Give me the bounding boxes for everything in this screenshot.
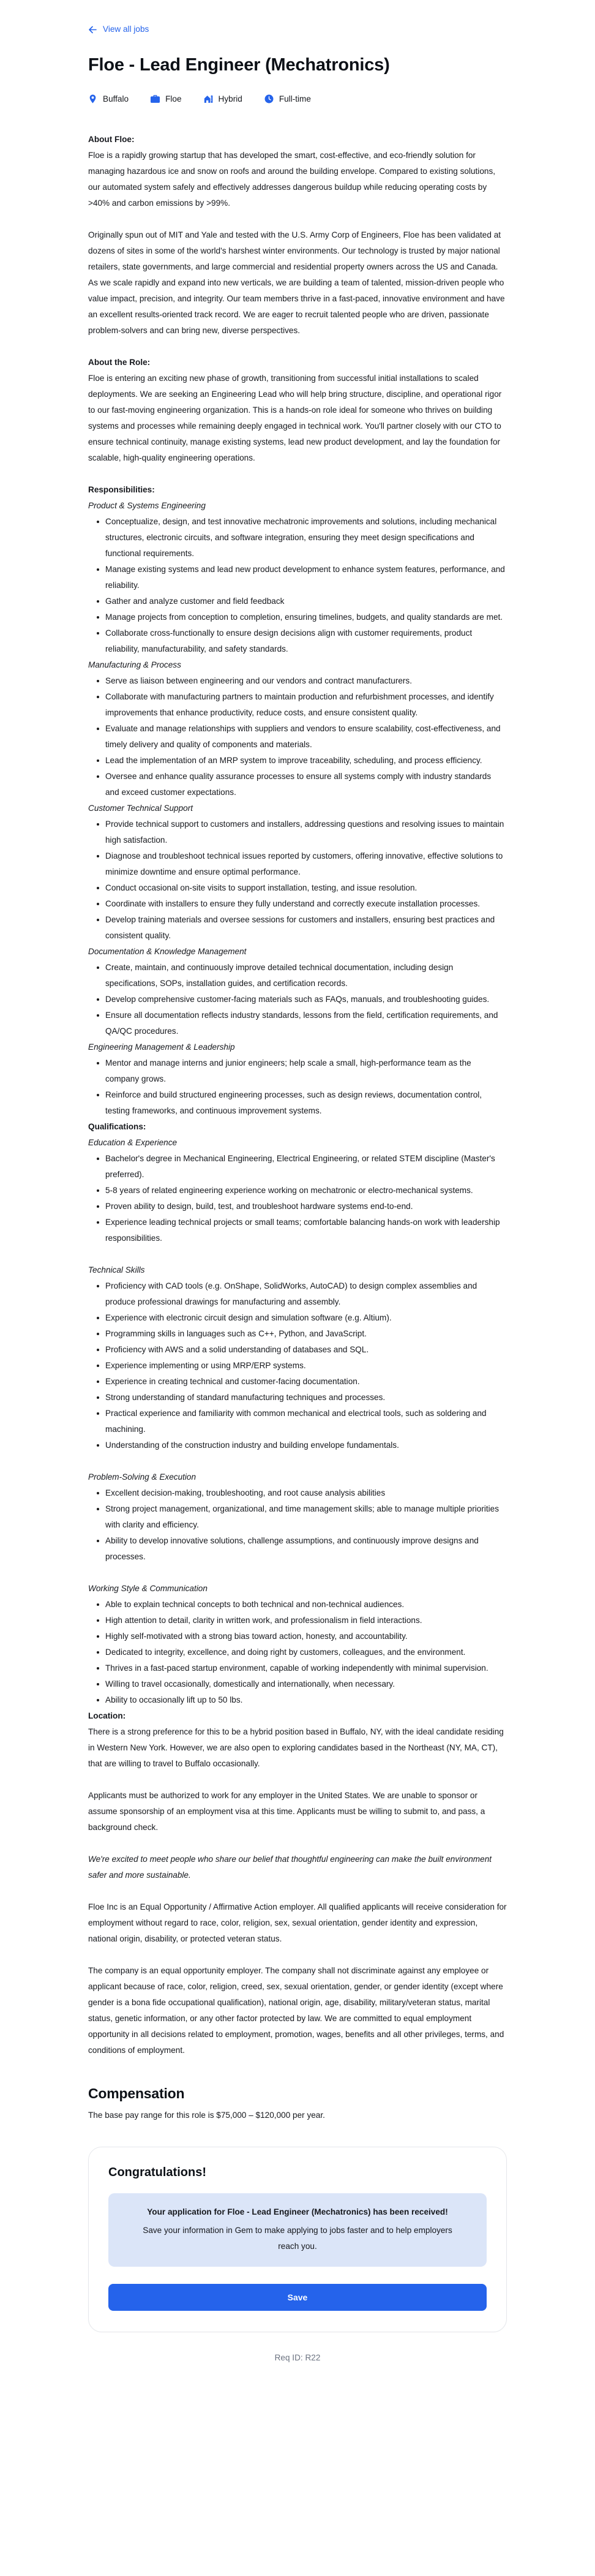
bullet-list xyxy=(88,1055,507,1119)
badge-label: Buffalo xyxy=(103,94,129,104)
bullet-item: Practical experience and familiarity with common mechanical and electrical tools, such as soldering and machining. xyxy=(95,1406,507,1437)
bullet-item: Conceptualize, design, and test innovative mechatronic improvements and solutions, including mechanical structures, electronic circuits, and software integration, ensuring they meet design specifications and functional requirements. xyxy=(95,514,507,562)
subsection-heading: Product & Systems Engineering xyxy=(88,500,206,510)
job-badge-full-time xyxy=(264,94,311,104)
bullet-item: Lead the implementation of an MRP system to improve traceability, scheduling, and process efficiency. xyxy=(95,753,507,769)
bullet-item: Excellent decision-making, troubleshooting, and root cause analysis abilities xyxy=(95,1485,507,1501)
bullet-item: Oversee and enhance quality assurance processes to ensure all systems comply with industry standards and exceed customer expectations. xyxy=(95,769,507,800)
spacer xyxy=(88,1246,507,1262)
paragraph: Originally spun out of MIT and Yale and tested with the U.S. Army Corp of Engineers, Floe has been validated at dozens of sites in some of the world's harshest winter environments. Our technology is trusted by major national retailers, state governments, and large commercial and residential property owners across the US and Canada. xyxy=(88,230,501,271)
job-badge-buffalo xyxy=(88,94,129,104)
location-pin-icon xyxy=(88,94,97,104)
req-id: Req ID: R22 xyxy=(274,2352,321,2362)
bullet-list xyxy=(88,673,507,800)
section-heading: Responsibilities: xyxy=(88,484,155,494)
bullet-item: Highly self-motivated with a strong bias toward action, honesty, and accountability. xyxy=(95,1629,507,1644)
bullet-item: Provide technical support to customers and installers, addressing questions and resolving issues to maintain high satisfaction. xyxy=(95,816,507,848)
paragraph: We're excited to meet people who share our belief that thoughtful engineering can make the built environment safer and more sustainable. xyxy=(88,1854,492,1880)
compensation-heading: Compensation xyxy=(88,2085,185,2101)
bullet-item: Dedicated to integrity, excellence, and doing right by customers, colleagues, and the environment. xyxy=(95,1644,507,1660)
bullet-item: Able to explain technical concepts to both technical and non-technical audiences. xyxy=(95,1597,507,1613)
paragraph: Floe is a rapidly growing startup that has developed the smart, cost-effective, and eco-friendly solution for managing hazardous ice and snow on roofs and around the building envelope. Compared to existing solutions, our automated system safely and effectively addresses dangerous buildup while reducing operating costs by >40% and carbon emissions by >99%. xyxy=(88,150,496,208)
spacer xyxy=(88,1947,507,1963)
badge-label: Hybrid xyxy=(218,94,242,104)
subsection-heading: Documentation & Knowledge Management xyxy=(88,946,247,956)
bullet-item: Diagnose and troubleshoot technical issues reported by customers, offering innovative, effective solutions to minimize downtime and ensure optimal performance. xyxy=(95,848,507,880)
save-button[interactable]: Save xyxy=(108,2284,487,2311)
section-heading: Location: xyxy=(88,1711,126,1720)
arrow-left-icon xyxy=(88,25,97,34)
bullet-item: Experience leading technical projects or small teams; comfortable balancing hands-on work with leadership responsibilities. xyxy=(95,1215,507,1246)
bullet-item: Programming skills in languages such as C++, Python, and JavaScript. xyxy=(95,1326,507,1342)
subsection-heading: Technical Skills xyxy=(88,1265,145,1275)
bullet-item: Experience with electronic circuit design and simulation software (e.g. Altium). xyxy=(95,1310,507,1326)
paragraph: Floe is entering an exciting new phase of growth, transitioning from successful initial installations to scaled deployments. We are seeking an Engineering Lead who will help bring structure, discipline, and operational rigor to our fast-moving engineering organization. This is a hands-on role ideal for someone who thrives on building systems and processes while remaining deeply engaged in technical work. You'll partner closely with our CTO to ensure technical continuity, manage existing systems, lead new product development, and lay the foundation for scalable, high-quality engineering operations. xyxy=(88,373,502,462)
view-all-jobs-label: View all jobs xyxy=(103,24,149,34)
job-meta-badges xyxy=(88,94,507,104)
paragraph: There is a strong preference for this to be a hybrid position based in Buffalo, NY, with the ideal candidate residing in Western New York. However, we are also open to exploring candidates based in the Northeast (NY, MA, CT), that are willing to travel to Buffalo occasionally. xyxy=(88,1727,504,1768)
subsection-heading: Engineering Management & Leadership xyxy=(88,1042,235,1052)
bullet-item: Thrives in a fast-paced startup environment, capable of working independently with minimal supervision. xyxy=(95,1660,507,1676)
spacer xyxy=(88,1772,507,1788)
badge-label: Full-time xyxy=(279,94,311,104)
bullet-item: Strong understanding of standard manufacturing techniques and processes. xyxy=(95,1390,507,1406)
bullet-item: Evaluate and manage relationships with suppliers and vendors to ensure scalability, cost-effectiveness, and timely delivery and quality of components and materials. xyxy=(95,721,507,753)
spacer xyxy=(88,339,507,355)
section-heading: About the Role: xyxy=(88,357,151,367)
spacer xyxy=(88,1453,507,1469)
notice-body: Save your information in Gem to make applying to jobs faster and to help employers reach you. xyxy=(143,2225,452,2251)
bullet-item: Reinforce and build structured engineering processes, such as design reviews, documentation control, testing frameworks, and continuous improvement systems. xyxy=(95,1087,507,1119)
bullet-item: Strong project management, organizational, and time management skills; able to manage multiple priorities with clarity and efficiency. xyxy=(95,1501,507,1533)
spacer xyxy=(88,466,507,482)
home-icon xyxy=(204,94,213,104)
paragraph: As we scale rapidly and expand into new verticals, we are building a team of talented, mission-driven people who value impact, precision, and integrity. Our team members thrive in a fast-paced, innovative environment and have an excellent results-oriented track record. We are eager to recruit talented people who are driven, passionate problem-solvers and can bring new, diverse perspectives. xyxy=(88,277,505,335)
clock-icon xyxy=(264,94,274,104)
subsection-heading: Working Style & Communication xyxy=(88,1583,208,1593)
paragraph: Floe Inc is an Equal Opportunity / Affirmative Action employer. All qualified applicants will receive consideration for employment without regard to race, color, religion, sex, sexual orientation, gender identity and expression, national origin, disability, or protected veteran status. xyxy=(88,1902,507,1943)
bullet-item: Proficiency with CAD tools (e.g. OnShape, SolidWorks, AutoCAD) to design complex assemblies and produce professional drawings for manufacturing and assembly. xyxy=(95,1278,507,1310)
spacer xyxy=(88,1883,507,1899)
bullet-item: Ability to occasionally lift up to 50 lbs. xyxy=(95,1692,507,1708)
spacer xyxy=(88,1836,507,1851)
badge-label: Floe xyxy=(165,94,182,104)
section-heading: Qualifications: xyxy=(88,1121,146,1131)
bullet-item: Mentor and manage interns and junior engineers; help scale a small, high-performance team as the company grows. xyxy=(95,1055,507,1087)
briefcase-icon xyxy=(151,94,160,104)
subsection-heading: Customer Technical Support xyxy=(88,803,193,813)
bullet-item: 5-8 years of related engineering experience working on mechatronic or electro-mechanical systems. xyxy=(95,1183,507,1199)
page-title: Floe - Lead Engineer (Mechatronics) xyxy=(88,55,390,75)
application-received-notice xyxy=(108,2193,487,2267)
bullet-item: Develop comprehensive customer-facing materials such as FAQs, manuals, and troubleshooting guides. xyxy=(95,992,507,1007)
bullet-list xyxy=(88,1278,507,1453)
application-confirmation-card xyxy=(88,2147,507,2332)
job-description xyxy=(88,132,507,2058)
bullet-item: Understanding of the construction industry and building envelope fundamentals. xyxy=(95,1437,507,1453)
bullet-list xyxy=(88,1597,507,1708)
spacer xyxy=(88,1565,507,1581)
subsection-heading: Education & Experience xyxy=(88,1137,178,1147)
notice-title: Your application for Floe - Lead Engineer (Mechatronics) has been received! xyxy=(147,2207,448,2216)
bullet-item: Create, maintain, and continuously improve detailed technical documentation, including design specifications, SOPs, installation guides, and certification records. xyxy=(95,960,507,992)
view-all-jobs-link[interactable] xyxy=(88,23,149,36)
bullet-list xyxy=(88,1485,507,1565)
bullet-item: Collaborate cross-functionally to ensure design decisions align with customer requirements, product reliability, manufacturability, and safety standards. xyxy=(95,625,507,657)
bullet-item: Collaborate with manufacturing partners to maintain production and refurbishment processes, and identify improvements that enhance productivity, reduce costs, and ensure consistent quality. xyxy=(95,689,507,721)
bullet-item: Conduct occasional on-site visits to support installation, testing, and issue resolution. xyxy=(95,880,507,896)
bullet-item: Manage projects from conception to completion, ensuring timelines, budgets, and quality standards are met. xyxy=(95,609,507,625)
section-heading: About Floe: xyxy=(88,134,135,144)
bullet-item: Willing to travel occasionally, domestically and internationally, when necessary. xyxy=(95,1676,507,1692)
paragraph: The company is an equal opportunity employer. The company shall not discriminate against any employee or applicant because of race, color, religion, creed, sex, sexual orientation, gender, or gender identity (except where gender is a bona fide occupational qualification), national origin, age, disability, military/veteran status, marital status, genetic information, or any other factor protected by law. We are committed to equal employment opportunity in all decisions related to employment, promotion, wages, benefits and all other privileges, terms, and conditions of employment. xyxy=(88,1965,504,2055)
bullet-item: Experience in creating technical and customer-facing documentation. xyxy=(95,1374,507,1390)
bullet-list xyxy=(88,514,507,657)
subsection-heading: Problem-Solving & Execution xyxy=(88,1472,196,1482)
bullet-item: Proficiency with AWS and a solid understanding of databases and SQL. xyxy=(95,1342,507,1358)
bullet-item: Experience implementing or using MRP/ERP systems. xyxy=(95,1358,507,1374)
bullet-list xyxy=(88,960,507,1039)
bullet-item: Coordinate with installers to ensure they fully understand and correctly execute installation processes. xyxy=(95,896,507,912)
bullet-item: Ability to develop innovative solutions, challenge assumptions, and continuously improve designs and processes. xyxy=(95,1533,507,1565)
bullet-item: Manage existing systems and lead new product development to enhance system features, performance, and reliability. xyxy=(95,562,507,593)
bullet-item: High attention to detail, clarity in written work, and professionalism in field interactions. xyxy=(95,1613,507,1629)
bullet-item: Bachelor's degree in Mechanical Engineering, Electrical Engineering, or related STEM discipline (Master's preferred). xyxy=(95,1151,507,1183)
job-badge-floe xyxy=(151,94,181,104)
paragraph: Applicants must be authorized to work for any employer in the United States. We are unable to sponsor or assume sponsorship of an employment visa at this time. Applicants must be willing to submit to, and pass, a background check. xyxy=(88,1790,485,1832)
bullet-list xyxy=(88,816,507,944)
congratulations-heading: Congratulations! xyxy=(108,2165,206,2179)
bullet-item: Ensure all documentation reflects industry standards, lessons from the field, certification requirements, and QA/QC procedures. xyxy=(95,1007,507,1039)
spacer xyxy=(88,211,507,227)
subsection-heading: Manufacturing & Process xyxy=(88,660,181,669)
bullet-item: Proven ability to design, build, test, and troubleshoot hardware systems end-to-end. xyxy=(95,1199,507,1215)
bullet-list xyxy=(88,1151,507,1246)
bullet-item: Gather and analyze customer and field feedback xyxy=(95,593,507,609)
bullet-item: Serve as liaison between engineering and our vendors and contract manufacturers. xyxy=(95,673,507,689)
bullet-item: Develop training materials and oversee sessions for customers and installers, ensuring best practices and consistent quality. xyxy=(95,912,507,944)
job-badge-hybrid xyxy=(204,94,242,104)
compensation-text: The base pay range for this role is $75,000 – $120,000 per year. xyxy=(88,2110,325,2120)
